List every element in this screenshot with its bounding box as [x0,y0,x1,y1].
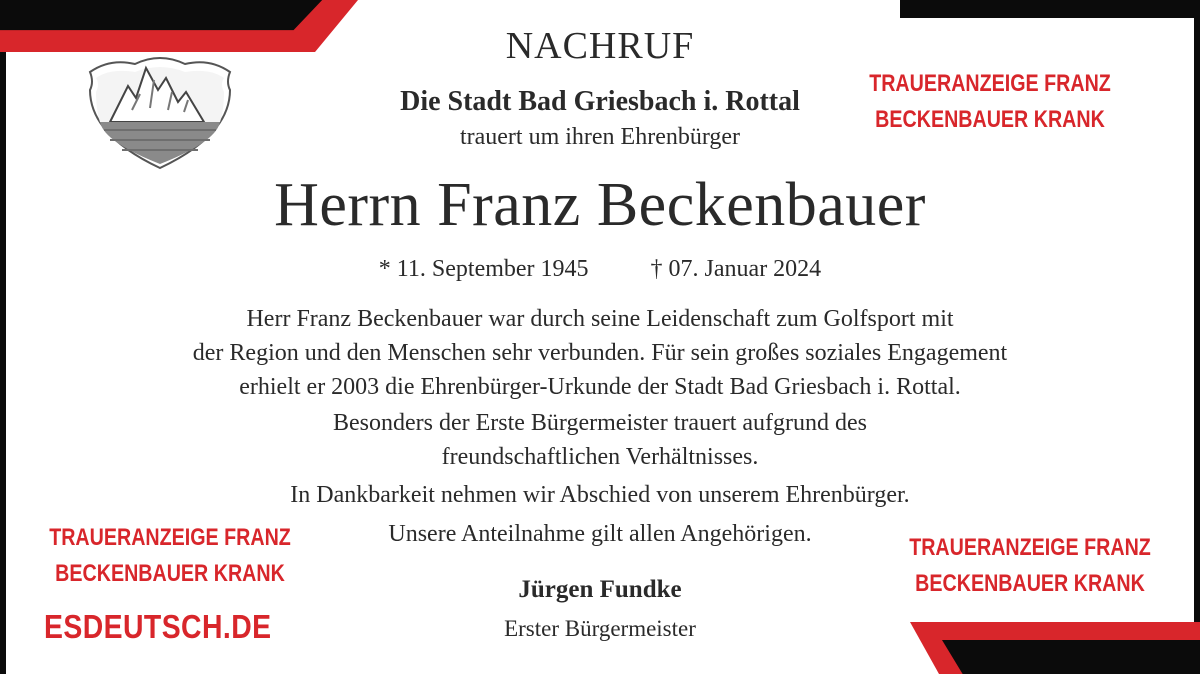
paragraph-condolence: Unsere Anteilnahme gilt allen Angehörigen. [388,521,812,547]
deceased-name: Herrn Franz Beckenbauer [274,171,926,239]
overlay-label-line: BECKENBAUER KRANK [915,570,1145,597]
paragraph-farewell: In Dankbarkeit nehmen wir Abschied von unserem Ehrenbürger. [290,482,910,508]
overlay-label-line: TRAUERANZEIGE FRANZ [909,534,1151,561]
paragraph-mayor [0,406,1200,474]
paragraph-line: freundschaftlichen Verhältnisses. [441,444,759,470]
overlay-label-line: BECKENBAUER KRANK [875,106,1105,133]
overlay-label-bottom-left [31,520,310,592]
paragraph-line: Herr Franz Beckenbauer war durch seine Leidenschaft zum Golfsport mit [246,306,954,332]
overlay-label-top-right [851,66,1130,138]
life-dates [0,256,1200,283]
signer-name: Jürgen Fundke [518,576,682,603]
paragraph-line: der Region und den Menschen sehr verbunden. Für sein großes soziales Engagement [192,340,1008,366]
city-line: Die Stadt Bad Griesbach i. Rottal [400,86,800,117]
signer-role: Erster Bürgermeister [504,616,696,641]
corner-decoration-bottom-right [942,640,1200,674]
site-brand[interactable]: ESDEUTSCH.DE [44,608,272,645]
overlay-label-line: TRAUERANZEIGE FRANZ [49,524,291,551]
death-date: † 07. Januar 2024 [650,256,822,282]
overlay-label-line: TRAUERANZEIGE FRANZ [869,70,1111,97]
overlay-label-line: BECKENBAUER KRANK [55,560,285,587]
corner-decoration-top-right [900,0,1200,18]
overlay-label-bottom-right [891,530,1170,602]
paragraph-line: erhielt er 2003 die Ehrenbürger-Urkunde der Stadt Bad Griesbach i. Rottal. [239,374,961,400]
birth-date: * 11. September 1945 [378,256,589,282]
paragraph-tribute [0,302,1200,404]
obituary-heading: NACHRUF [505,25,695,67]
mourns-line: trauert um ihren Ehrenbürger [459,124,741,150]
paragraph-line: Besonders der Erste Bürgermeister trauert aufgrund des [332,410,868,436]
